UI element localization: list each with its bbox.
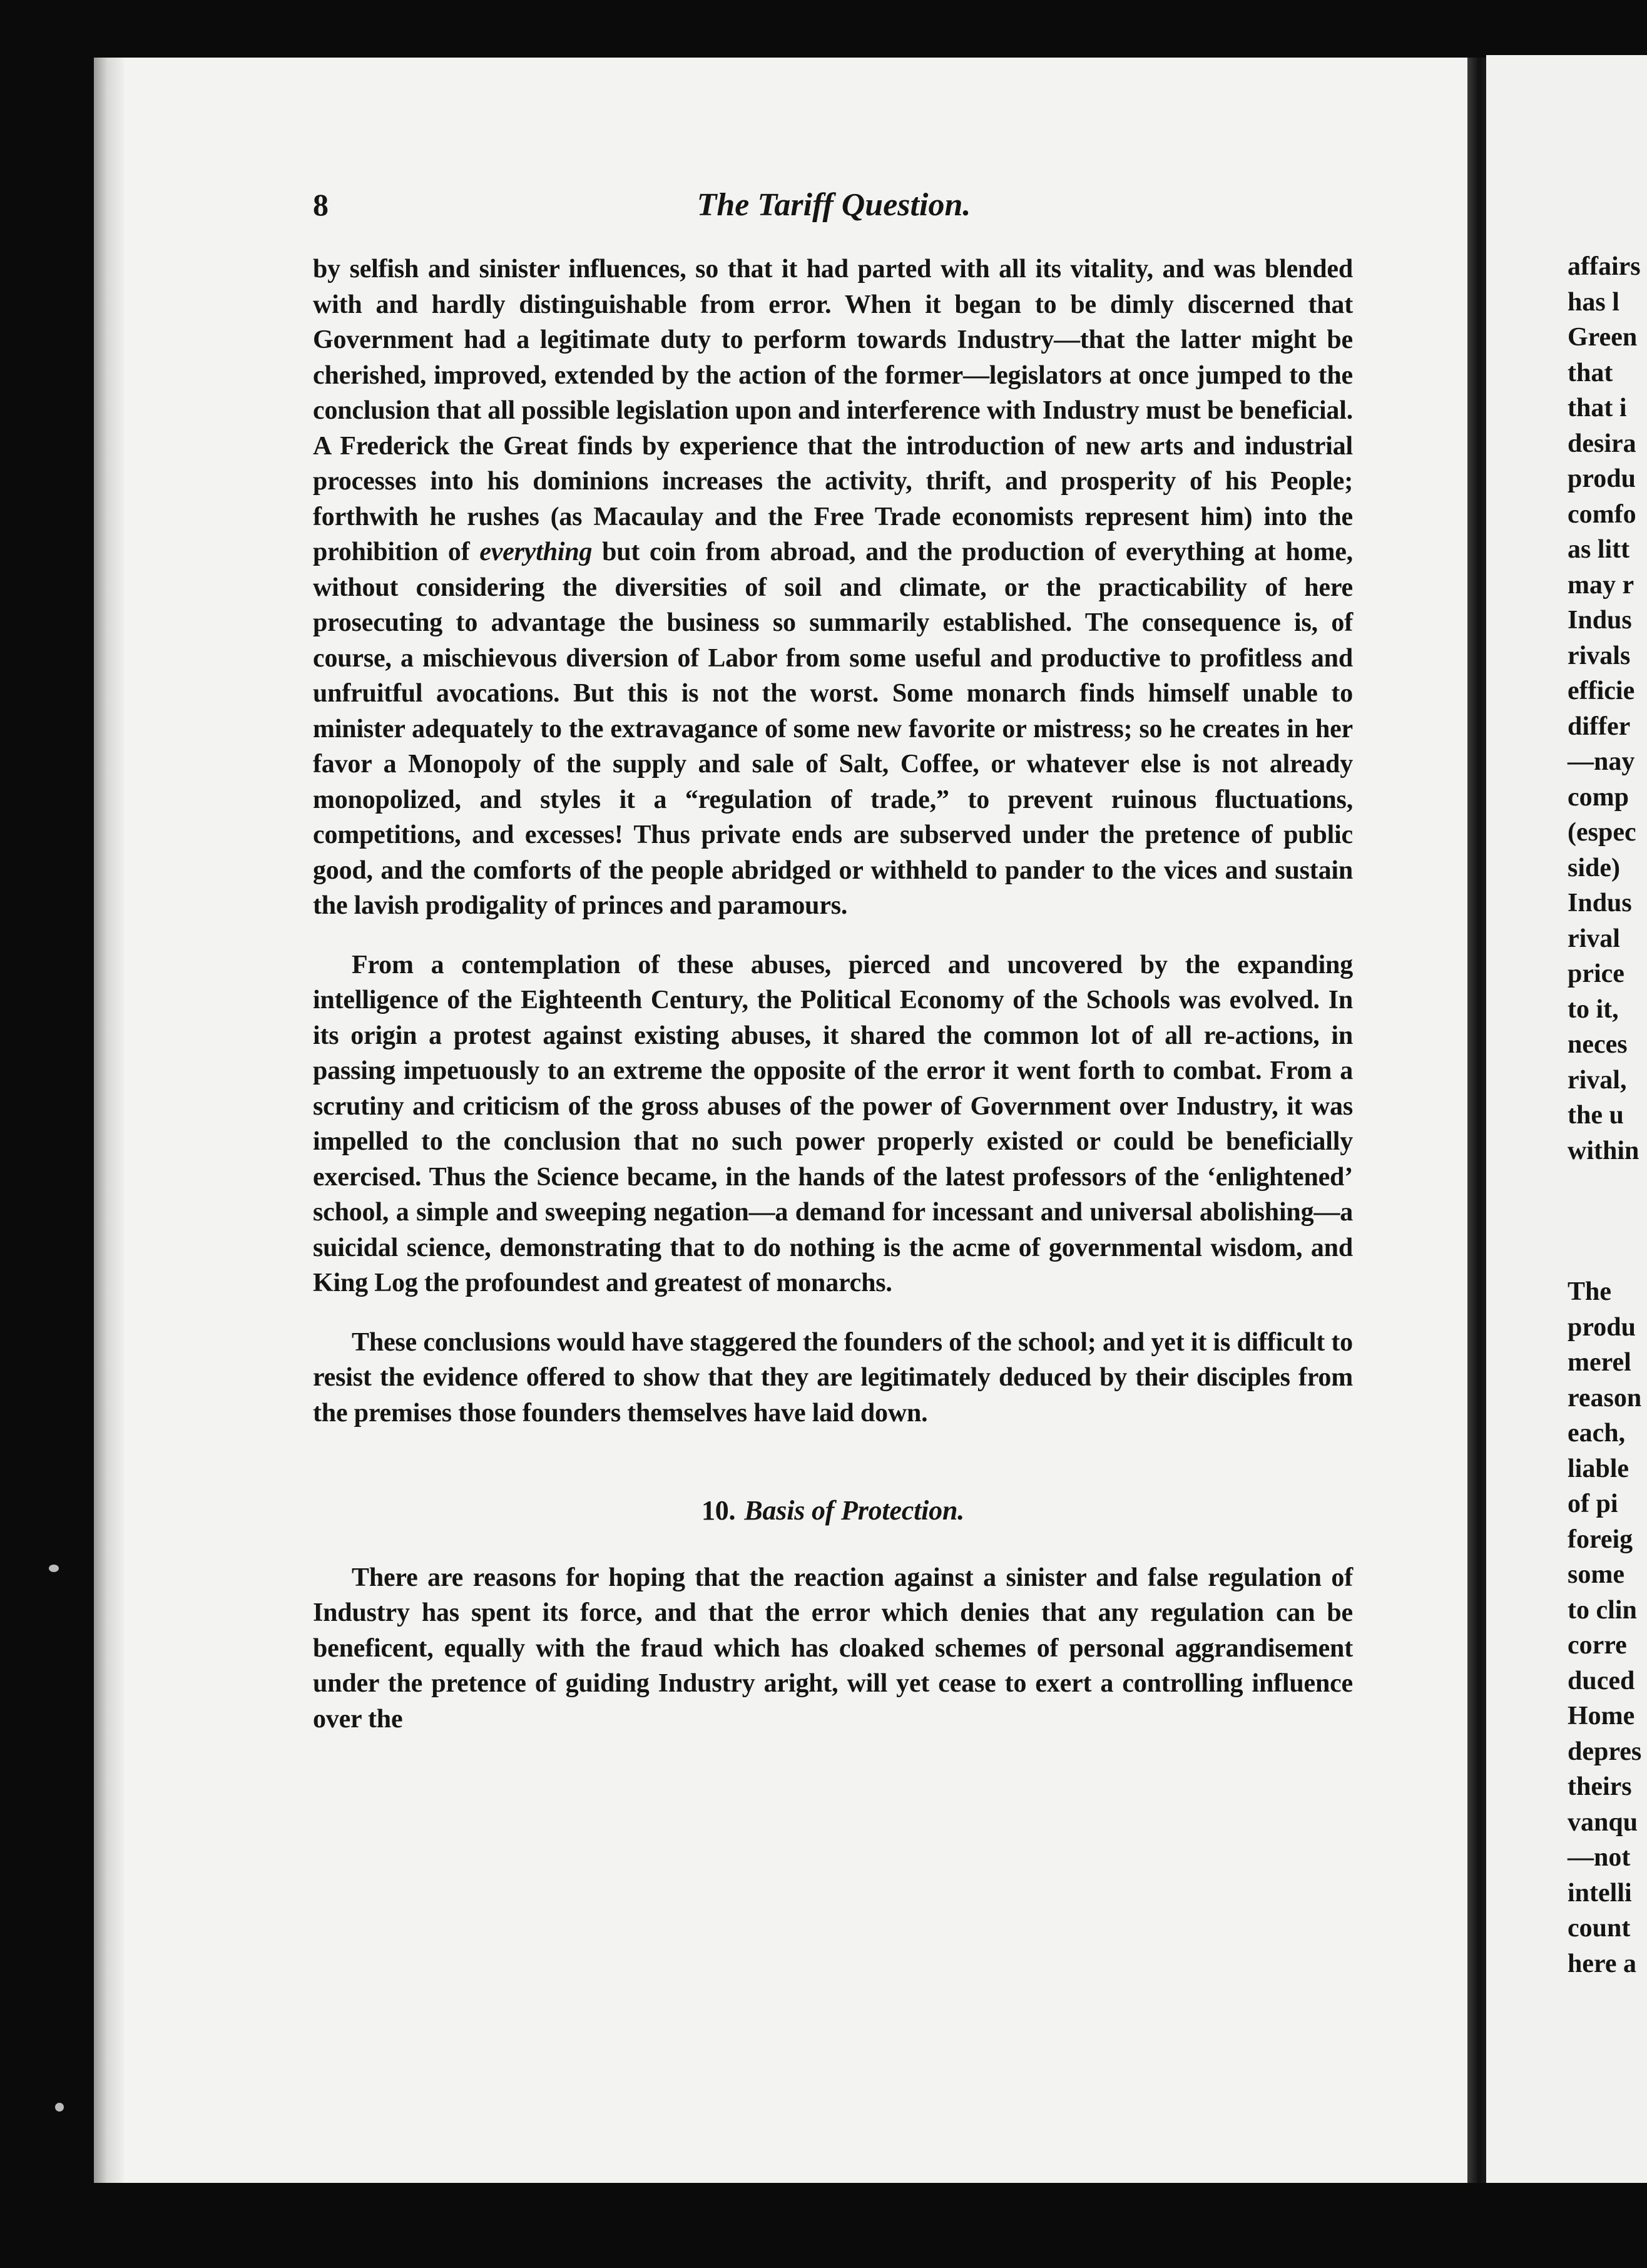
right-page-line: duced <box>1568 1666 1635 1695</box>
right-page-line: Indus <box>1568 606 1632 635</box>
right-page-gap <box>1568 1168 1641 1274</box>
right-page-line: vanqu <box>1568 1807 1638 1837</box>
right-page-line: rival <box>1568 924 1620 953</box>
paragraph-4: There are reasons for hoping that the reaction against a sinister and false regulation of Industry has spent its force, and that the error which denies that any regulation can be beneficent, equally with the fraud which has cloaked schemes of personal aggrandisement under the pretence of guiding Industry aright, will yet cease to exert a controlling influence over the <box>313 1563 1353 1734</box>
right-page-line: reason <box>1568 1383 1642 1412</box>
right-page-line: that <box>1568 358 1613 387</box>
right-page-line: each, <box>1568 1419 1626 1448</box>
right-page-line: theirs <box>1568 1772 1632 1801</box>
page-header <box>313 186 1355 237</box>
paragraph-2: From a contemplation of these abuses, pierced and uncovered by the expanding intelligence of the Eighteenth Century, the Political Economy of the Schools was evolved. In its origin a protest against existing abuses, it shared the common lot of all re-actions, in passing impetuously to an extreme the opposite of the error it went forth to combat. From a scrutiny and criticism of the gross abuses of the power of Government over Industry, it was impelled to the conclusion that no such power properly existed or could be beneficially exercised. Thus the Science became, in the hands of the latest professors of the ‘enlightened’ school, a simple and sweeping negation—a demand for incessant and universal abolishing—a suicidal science, demonstrating that to do nothing is the acme of governmental wisdom, and King Log the profoundest and greatest of monarchs. <box>313 950 1353 1297</box>
right-page-line: some <box>1568 1560 1624 1589</box>
right-page-line: here a <box>1568 1949 1637 1978</box>
paragraph-1-continuation: but coin from abroad, and the production of everything at home, without considering the diversities of soil and climate, or the practicability of here prosecuting to advantage the business so summarily established. The consequence is, of course, a mischievous diversion of Labor from some useful and productive to profitless and unfruitful avocations. But this is not the worst. Some monarch finds himself unable to minister adequately to the extravagance of some new favorite or mistress; so he creates in her favor a Monopoly of the supply and sale of Salt, Coffee, or whatever else is not already monopolized, and styles it a “regulation of trade,” to prevent ruinous fluctuations, competitions, and excesses! Thus private ends are subserved under the pretence of public good, and the comforts of the people abridged or withheld to pander to the vices and sustain the lavish prodigality of princes and paramours. <box>313 538 1353 920</box>
right-page-line: rival, <box>1568 1065 1627 1095</box>
right-page-line: rivals <box>1568 641 1631 670</box>
right-page-text <box>1568 249 1641 1981</box>
right-page-line: efficie <box>1568 677 1635 705</box>
right-page-line: foreig <box>1568 1525 1633 1554</box>
right-page <box>1486 55 1647 2183</box>
right-page-line: produ <box>1568 464 1636 493</box>
right-page-line: differ <box>1568 712 1631 741</box>
right-page-line: intelli <box>1568 1878 1632 1908</box>
scan-speck <box>49 1565 59 1572</box>
section-number: 10. <box>701 1495 736 1526</box>
right-page-line: liable <box>1568 1454 1629 1483</box>
scan-speck <box>55 2103 64 2112</box>
right-page-line: Indus <box>1568 889 1632 917</box>
right-page-line: The <box>1568 1277 1612 1306</box>
page-number: 8 <box>313 187 329 222</box>
right-page-line: as litt <box>1568 535 1630 564</box>
right-page-line: may r <box>1568 570 1634 600</box>
right-page-line: count <box>1568 1914 1631 1943</box>
running-title: The Tariff Question. <box>696 187 971 223</box>
right-page-line: merel <box>1568 1348 1631 1377</box>
right-page-line: price <box>1568 959 1624 988</box>
paragraph-3: These conclusions would have staggered the founders of the school; and yet it is difficult to resist the evidence offered to show that they are legitimately deduced by their disciples from the premises those founders themselves have laid down. <box>313 1327 1353 1428</box>
right-page-line: within <box>1568 1136 1639 1165</box>
right-page-line: of pi <box>1568 1489 1618 1518</box>
right-page-line: Green <box>1568 323 1638 352</box>
right-page-line: has l <box>1568 287 1619 317</box>
right-page-line: affairs <box>1568 252 1641 281</box>
section-heading <box>313 1493 1353 1529</box>
right-page-line: produ <box>1568 1312 1636 1342</box>
page-body <box>313 252 1353 1737</box>
right-page-line: —not <box>1568 1843 1631 1872</box>
paragraph-1-text: by selfish and sinister influences, so that it had parted with all its vitality, and was blended with and hardly distinguishable from error. When it began to be dimly discerned that Government had a legitimate duty to perform towards Industry—that the latter might be cherished, improved, extended by the action of the former—legislators at once jumped to the conclusion that all possible legislation upon and interference with Industry must be beneficial. A Frederick the Great finds by experience that the introduction of new arts and industrial processes into his dominions increases the activity, thrift, and prosperity of his People; forthwith he rushes (as Macaulay and the Free Trade economists represent him) into the prohibition of <box>313 255 1353 566</box>
right-page-line: to clin <box>1568 1595 1637 1625</box>
right-page-line: the u <box>1568 1101 1624 1130</box>
right-page-line: Home <box>1568 1702 1635 1730</box>
right-page-line: desira <box>1568 429 1636 458</box>
page-edge <box>94 58 124 2183</box>
right-page-line: that i <box>1568 394 1627 422</box>
right-page-line: side) <box>1568 853 1620 882</box>
right-page-line: depres <box>1568 1737 1642 1766</box>
right-page-line: comfo <box>1568 499 1636 529</box>
right-page-line: corre <box>1568 1631 1627 1660</box>
emphasized-word: everything <box>479 538 593 566</box>
section-title: Basis of Protection. <box>744 1495 965 1526</box>
right-page-line: (espec <box>1568 818 1636 847</box>
right-page-line: —nay <box>1568 747 1635 776</box>
right-page-line: to it, <box>1568 994 1619 1024</box>
paragraph-1 <box>313 252 1353 924</box>
book-gutter <box>1467 58 1486 2183</box>
right-page-line: comp <box>1568 782 1629 812</box>
right-page-line: neces <box>1568 1030 1628 1059</box>
